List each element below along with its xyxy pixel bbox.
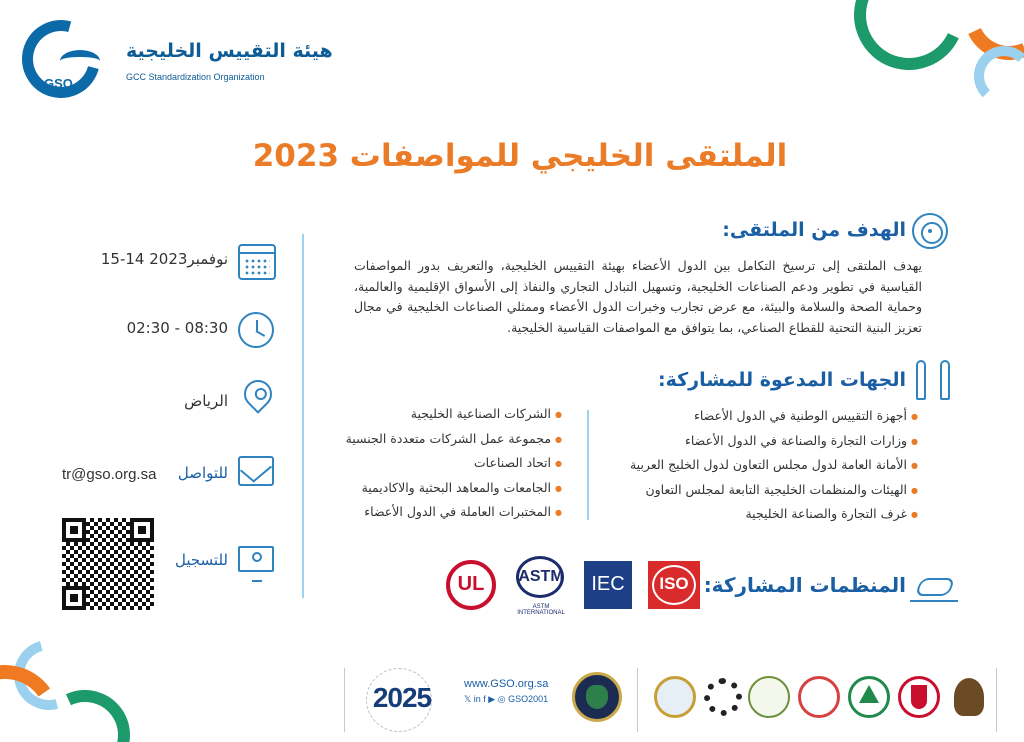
monitor-search-icon [238,546,274,572]
gcc-emblem-logo [572,672,622,722]
target-icon [912,213,948,249]
list-item: ● الهيئات والمنظمات الخليجية التابعة لمجلس التعاون [630,482,918,507]
org-name-english: GCC Standardization Organization [126,72,265,82]
decor-arc-lightblue [974,46,1024,106]
list-item: ● اتحاد الصناعات [346,455,562,480]
invited-list-left [346,406,562,529]
gso-logo-wave [60,50,100,72]
handshake-icon [910,572,958,602]
invited-heading: الجهات المدعوة للمشاركة: [657,369,906,391]
goal-text: يهدف الملتقى إلى ترسيخ التكامل بين الدول الأعضاء بهيئة التقييس الخليجية، والتعريف بدور المواصفات القياسية في تطوير ودعم الصناعات الخليجية، وتسهيل التبادل التجاري والنفاذ إلى الأسواق الإقليمية والعالمية، وحماية الصحة والسلامة والبيئة، مع عرض تجارب وخبرات الدول الأعضاء وممثلي الصناعات الخليجية في مجال تعزيز البنية التحتية للقطاع الصناعي، بما يتوافق مع المواصفات القياسية الخليجية. [354,258,922,335]
mail-icon [238,456,274,486]
gso-logo [22,20,333,100]
social-handle[interactable]: GSO2001 [508,694,549,704]
column-divider [302,234,304,598]
member-logo-4 [798,676,840,718]
list-item: ● الجامعات والمعاهد البحثية والاكاديمية [346,480,562,505]
astm-logo: ASTM ASTM INTERNATIONAL [510,556,572,614]
social-handles [464,694,548,705]
org-name-arabic: هيئة التقييس الخليجية [126,40,333,62]
ul-logo: UL [446,560,496,610]
contact-email[interactable]: tr@gso.org.sa [62,466,157,483]
decor-arc-green [839,0,980,85]
invited-list-right [630,408,918,531]
list-divider [587,410,589,520]
iec-logo: IEC [584,561,632,609]
footer-divider [637,668,638,732]
list-item: ● الأمانة العامة لدول مجلس التعاون لدول الخليج العربية [630,457,918,482]
member-logo-uae [948,676,990,718]
partners-heading: المنظمات المشاركة: [703,573,906,597]
event-date: 15-14 نوفمبر2023 [100,250,228,268]
social-icons: 𝕏 in f ▶ ◎ [464,694,506,704]
event-time: 02:30 - 08:30 [126,319,228,337]
list-item: ● مجموعة عمل الشركات متعددة الجنسية [346,431,562,456]
member-logo-1 [654,676,696,718]
calendar-icon [238,244,276,280]
list-item: ● المختبرات العاملة في الدول الأعضاء [346,504,562,529]
member-logo-saso [848,676,890,718]
event-location: الرياض [184,392,228,410]
location-pin-icon [238,374,278,414]
gso-logo-abbr: GSO [44,76,73,91]
member-logo-qatar [748,676,790,718]
registration-qr-code[interactable] [62,518,154,610]
website-link[interactable]: www.GSO.org.sa [464,678,549,690]
goal-heading: الهدف من الملتقى: [722,219,906,241]
list-item: ● وزارات التجارة والصناعة في الدول الأعضاء [630,433,918,458]
list-item: ● أجهزة التقييس الوطنية في الدول الأعضاء [630,408,918,433]
iso-logo: ISO [648,561,700,609]
vision-2025-logo: 2025 [358,668,446,732]
clock-icon [238,312,274,348]
list-item: ● غرف التجارة والصناعة الخليجية [630,506,918,531]
footer-divider [344,668,345,732]
register-label: للتسجيل [174,551,228,569]
member-logo-gear [704,678,742,716]
people-icon [914,356,954,402]
member-logo-bahrain [898,676,940,718]
footer-divider [996,668,997,732]
list-item: ● الشركات الصناعية الخليجية [346,406,562,431]
contact-label: للتواصل [177,464,228,482]
page-title: الملتقى الخليجي للمواصفات 2023 [252,138,788,174]
